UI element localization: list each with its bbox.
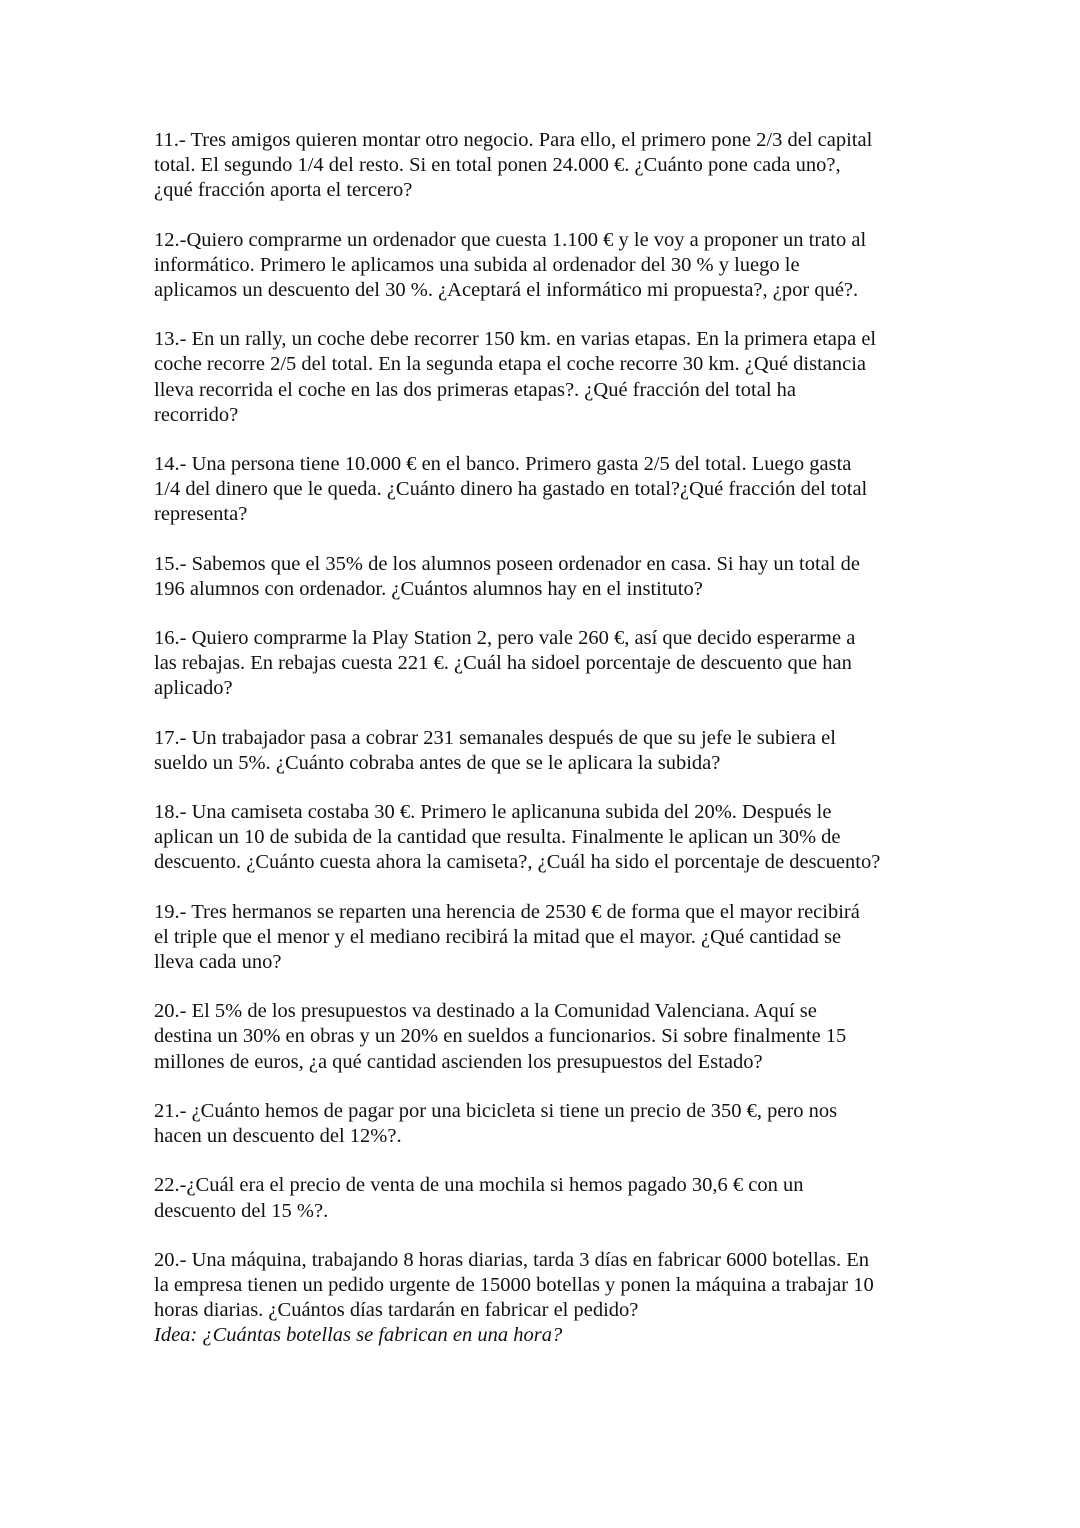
problem-hint: Idea: ¿Cuántas botellas se fabrican en una hora? — [154, 1324, 563, 1347]
problem-line: 21.- ¿Cuánto hemos de pagar por una bicicleta si tiene un precio de 350 €, pero nos — [154, 1099, 838, 1122]
problem-19 — [154, 900, 944, 976]
problem-line: 12.-Quiero comprarme un ordenador que cuesta 1.100 € y le voy a proponer un trato al — [154, 228, 867, 251]
problem-line: informático. Primero le aplicamos una subida al ordenador del 30 % y luego le — [154, 253, 800, 276]
problem-line: lleva cada uno? — [154, 951, 282, 974]
problem-line: 1/4 del dinero que le queda. ¿Cuánto dinero ha gastado en total?¿Qué fracción del total — [154, 478, 868, 501]
problem-17 — [154, 726, 944, 776]
problem-15 — [154, 552, 944, 602]
problem-line: destina un 30% en obras y un 20% en sueldos a funcionarios. Si sobre finalmente 15 — [154, 1025, 847, 1048]
problem-line: 20.- El 5% de los presupuestos va destinado a la Comunidad Valenciana. Aquí se — [154, 1000, 817, 1023]
problem-line: total. El segundo 1/4 del resto. Si en total ponen 24.000 €. ¿Cuánto pone cada uno?, — [154, 154, 841, 177]
problem-13 — [154, 327, 944, 428]
problem-line: 15.- Sabemos que el 35% de los alumnos poseen ordenador en casa. Si hay un total de — [154, 552, 860, 575]
problem-line: sueldo un 5%. ¿Cuánto cobraba antes de que se le aplicara la subida? — [154, 751, 721, 774]
problem-line: 20.- Una máquina, trabajando 8 horas diarias, tarda 3 días en fabricar 6000 botellas. En — [154, 1248, 869, 1271]
problem-20 — [154, 999, 944, 1075]
problem-line: 13.- En un rally, un coche debe recorrer 150 km. en varias etapas. En la primera etapa el — [154, 328, 877, 351]
problem-12 — [154, 228, 944, 304]
problem-line: representa? — [154, 503, 248, 526]
problem-line: coche recorre 2/5 del total. En la segunda etapa el coche recorre 30 km. ¿Qué distancia — [154, 353, 867, 376]
problem-18 — [154, 800, 944, 876]
problem-line: lleva recorrida el coche en las dos primeras etapas?. ¿Qué fracción del total ha — [154, 378, 797, 401]
problem-line: 18.- Una camiseta costaba 30 €. Primero le aplicanuna subida del 20%. Después le — [154, 801, 832, 824]
problem-line: la empresa tienen un pedido urgente de 15000 botellas y ponen la máquina a trabajar 10 — [154, 1273, 874, 1296]
problem-11 — [154, 128, 944, 204]
problem-line: 196 alumnos con ordenador. ¿Cuántos alumnos hay en el instituto? — [154, 577, 703, 600]
worksheet-page — [154, 128, 944, 1373]
problem-16 — [154, 626, 944, 702]
problem-line: 14.- Una persona tiene 10.000 € en el banco. Primero gasta 2/5 del total. Luego gasta — [154, 453, 852, 476]
problem-20-machine — [154, 1248, 944, 1349]
problem-line: descuento del 15 %?. — [154, 1199, 329, 1222]
problem-line: recorrido? — [154, 403, 239, 426]
problem-line: 16.- Quiero comprarme la Play Station 2, pero vale 260 €, así que decido esperarme a — [154, 627, 856, 650]
problem-line: hacen un descuento del 12%?. — [154, 1125, 402, 1148]
problem-line: 22.-¿Cuál era el precio de venta de una mochila si hemos pagado 30,6 € con un — [154, 1174, 804, 1197]
problem-14 — [154, 452, 944, 528]
problem-22 — [154, 1173, 944, 1223]
problem-line: las rebajas. En rebajas cuesta 221 €. ¿Cuál ha sidoel porcentaje de descuento que han — [154, 652, 852, 675]
problem-line: el triple que el menor y el mediano recibirá la mitad que el mayor. ¿Qué cantidad se — [154, 925, 842, 948]
problem-line: aplicado? — [154, 677, 233, 700]
problem-line: ¿qué fracción aporta el tercero? — [154, 179, 413, 202]
problem-line: descuento. ¿Cuánto cuesta ahora la camiseta?, ¿Cuál ha sido el porcentaje de descuento? — [154, 851, 881, 874]
problem-21 — [154, 1099, 944, 1149]
problem-line: horas diarias. ¿Cuántos días tardarán en fabricar el pedido? — [154, 1299, 639, 1322]
problem-line: 19.- Tres hermanos se reparten una herencia de 2530 € de forma que el mayor recibirá — [154, 900, 860, 923]
problem-line: 17.- Un trabajador pasa a cobrar 231 semanales después de que su jefe le subiera el — [154, 726, 836, 749]
problem-line: millones de euros, ¿a qué cantidad ascienden los presupuestos del Estado? — [154, 1050, 763, 1073]
problem-line: aplican un 10 de subida de la cantidad que resulta. Finalmente le aplican un 30% de — [154, 826, 841, 849]
problem-line: aplicamos un descuento del 30 %. ¿Aceptará el informático mi propuesta?, ¿por qué?. — [154, 279, 859, 302]
problem-line: 11.- Tres amigos quieren montar otro negocio. Para ello, el primero pone 2/3 del capital — [154, 129, 873, 151]
